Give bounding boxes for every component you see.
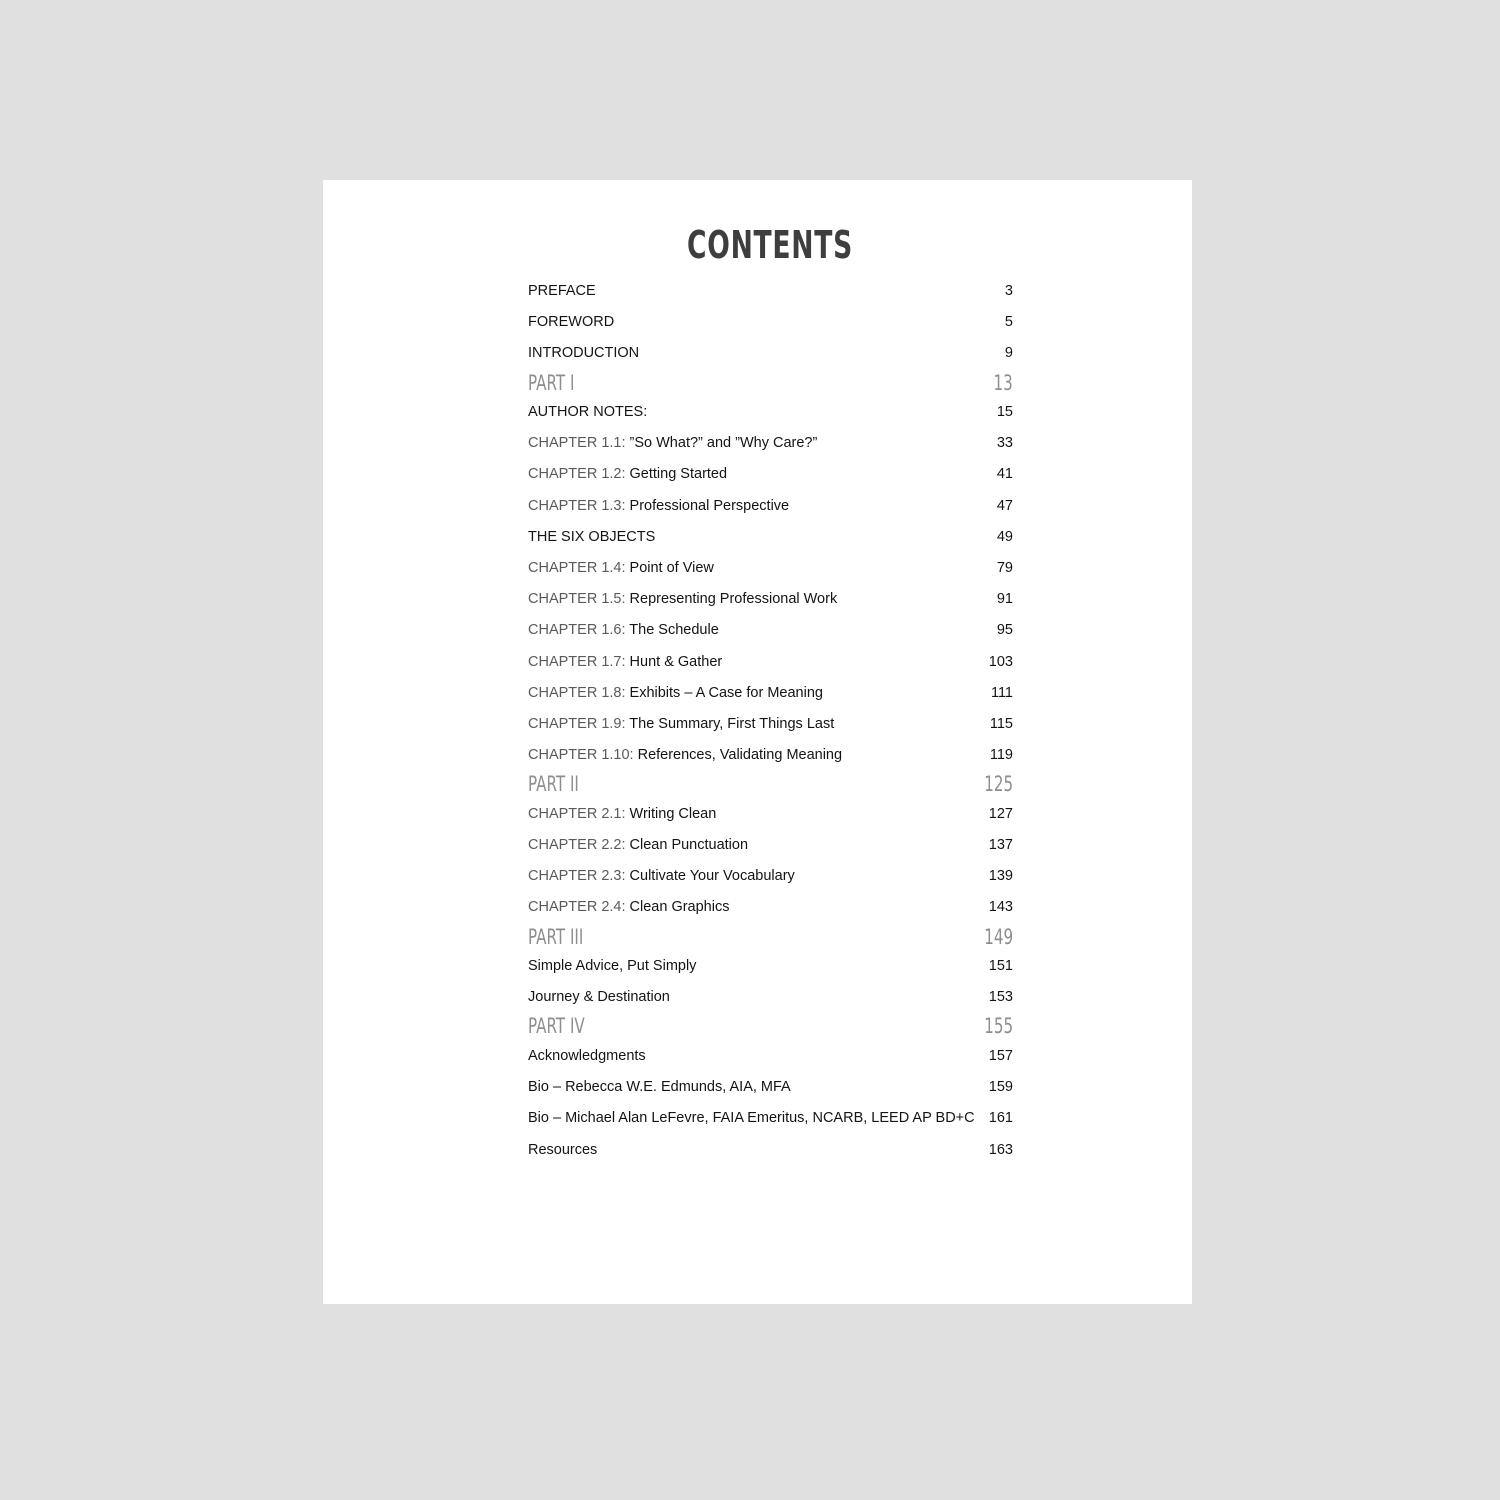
- entry-label: Representing Professional Work: [629, 591, 838, 608]
- entry-title: [528, 1135, 597, 1166]
- page-number: 149: [984, 924, 1013, 949]
- page-number: 111: [990, 684, 1013, 701]
- entry-label: Bio – Rebecca W.E. Edmunds, AIA, MFA: [528, 1079, 791, 1096]
- toc-entry: [528, 799, 1013, 830]
- entry-label: Hunt & Gather: [629, 653, 723, 670]
- chapter-number: CHAPTER 2.3:: [528, 868, 630, 885]
- toc-entry: [528, 338, 1013, 369]
- toc-entry: [528, 276, 1013, 307]
- page-number: 137: [988, 837, 1013, 853]
- toc-entry: [528, 459, 1013, 490]
- entry-label: FOREWORD: [528, 314, 615, 331]
- page-title: CONTENTS: [687, 223, 853, 267]
- chapter-number: CHAPTER 1.1:: [528, 435, 630, 452]
- toc-entry: [528, 740, 1013, 771]
- page-number: 115: [989, 715, 1013, 732]
- page-number: 95: [996, 622, 1013, 639]
- page-number: 151: [988, 958, 1013, 975]
- toc-entry: [528, 892, 1013, 923]
- toc-entry: [528, 1072, 1013, 1103]
- toc-part-heading: [528, 771, 1013, 799]
- chapter-number: CHAPTER 2.2:: [528, 837, 630, 853]
- entry-title: [528, 709, 834, 740]
- page-number: 79: [996, 560, 1013, 576]
- toc-entry: [528, 522, 1013, 553]
- entry-label: INTRODUCTION: [528, 345, 640, 362]
- chapter-number: CHAPTER 1.4:: [528, 560, 630, 576]
- page-number: 5: [1004, 314, 1013, 331]
- page-number: 143: [988, 899, 1013, 916]
- toc-entry: [528, 397, 1013, 428]
- page-number: 125: [984, 772, 1013, 797]
- entry-label: PREFACE: [528, 283, 596, 299]
- entry-title: [528, 615, 719, 646]
- entry-label: Clean Graphics: [629, 899, 730, 916]
- entry-label: Clean Punctuation: [629, 837, 749, 853]
- toc-entry: [528, 647, 1013, 678]
- page-number: 41: [996, 466, 1013, 483]
- page-number: 3: [1004, 283, 1013, 299]
- entry-title: [528, 647, 722, 678]
- toc-entry: [528, 709, 1013, 740]
- entry-label: Point of View: [629, 560, 714, 576]
- toc-entry: [528, 615, 1013, 646]
- toc-entry: [528, 982, 1013, 1013]
- chapter-number: CHAPTER 1.9:: [528, 715, 630, 732]
- toc-part-heading: [528, 924, 1013, 952]
- page-number: 163: [988, 1141, 1013, 1158]
- entry-label: PART II: [528, 772, 579, 797]
- page-number: 139: [988, 868, 1013, 885]
- page-number: 153: [988, 989, 1013, 1006]
- entry-label: AUTHOR NOTES:: [528, 404, 648, 421]
- page-number: 47: [996, 497, 1013, 514]
- entry-label: PART III: [528, 924, 584, 949]
- page-number: 119: [989, 747, 1013, 764]
- toc-entry: [528, 830, 1013, 861]
- page-number: 159: [988, 1079, 1013, 1096]
- part-title: [528, 924, 583, 952]
- entry-title: [528, 892, 729, 923]
- entry-label: Writing Clean: [629, 805, 717, 822]
- chapter-number: CHAPTER 1.6:: [528, 622, 630, 639]
- toc-entry: [528, 1103, 1013, 1134]
- chapter-number: CHAPTER 1.2:: [528, 466, 630, 483]
- entry-title: [528, 678, 823, 709]
- entry-label: The Schedule: [629, 622, 719, 639]
- entry-title: [528, 491, 789, 522]
- page-number: 33: [996, 435, 1013, 452]
- chapter-number: CHAPTER 1.5:: [528, 591, 630, 608]
- chapter-number: CHAPTER 1.3:: [528, 497, 630, 514]
- entry-title: [528, 951, 696, 982]
- toc-entry: [528, 491, 1013, 522]
- part-title: [528, 771, 579, 799]
- entry-title: [528, 276, 596, 307]
- entry-title: [528, 1103, 975, 1134]
- page-number: 157: [988, 1047, 1013, 1064]
- entry-label: Professional Perspective: [629, 497, 790, 514]
- page-number: 13: [993, 370, 1013, 395]
- entry-title: [528, 307, 614, 338]
- toc-entry: [528, 678, 1013, 709]
- page-number: 103: [988, 653, 1013, 670]
- entry-title: [528, 459, 727, 490]
- toc-entry: [528, 584, 1013, 615]
- chapter-number: CHAPTER 2.4:: [528, 899, 630, 916]
- toc-part-heading: [528, 370, 1013, 398]
- entry-title: [528, 830, 748, 861]
- toc-entry: [528, 1041, 1013, 1072]
- entry-label: The Summary, First Things Last: [629, 715, 835, 732]
- chapter-number: CHAPTER 1.10:: [528, 747, 638, 764]
- entry-title: [528, 428, 817, 459]
- entry-label: Bio – Michael Alan LeFevre, FAIA Emeritus, NCARB, LEED AP BD+C: [528, 1110, 975, 1127]
- entry-title: [528, 1041, 646, 1072]
- entry-title: [528, 584, 837, 615]
- chapter-number: CHAPTER 1.8:: [528, 684, 630, 701]
- toc-part-heading: [528, 1013, 1013, 1041]
- toc-entry: [528, 861, 1013, 892]
- page-number: 49: [996, 528, 1013, 545]
- chapter-number: CHAPTER 2.1:: [528, 805, 630, 822]
- entry-title: [528, 338, 639, 369]
- entry-label: Getting Started: [629, 466, 728, 483]
- entry-label: Exhibits – A Case for Meaning: [629, 684, 823, 701]
- entry-title: [528, 522, 655, 553]
- entry-title: [528, 740, 842, 771]
- entry-label: Acknowledgments: [528, 1047, 646, 1064]
- entry-label: Resources: [528, 1141, 598, 1158]
- entry-title: [528, 799, 716, 830]
- entry-title: [528, 861, 795, 892]
- page-number: 91: [996, 591, 1013, 608]
- entry-label: Journey & Destination: [528, 989, 670, 1006]
- entry-label: ”So What?” and ”Why Care?”: [629, 435, 818, 452]
- table-of-contents: [528, 276, 1013, 1166]
- entry-label: PART I: [528, 370, 575, 395]
- page-number: 9: [1004, 345, 1013, 362]
- chapter-number: CHAPTER 1.7:: [528, 653, 630, 670]
- part-title: [528, 1013, 585, 1041]
- page-number: 15: [996, 404, 1013, 421]
- entry-label: Cultivate Your Vocabulary: [629, 868, 795, 885]
- entry-title: [528, 553, 714, 584]
- toc-entry: [528, 428, 1013, 459]
- toc-entry: [528, 553, 1013, 584]
- entry-title: [528, 397, 647, 428]
- entry-label: References, Validating Meaning: [637, 747, 843, 764]
- part-title: [528, 370, 574, 398]
- page-number: 161: [988, 1110, 1013, 1127]
- entry-label: PART IV: [528, 1014, 585, 1039]
- page-number: 155: [984, 1014, 1013, 1039]
- toc-entry: [528, 1135, 1013, 1166]
- entry-title: [528, 1072, 791, 1103]
- toc-entry: [528, 307, 1013, 338]
- entry-label: Simple Advice, Put Simply: [528, 958, 697, 975]
- page-number: 127: [988, 805, 1013, 822]
- entry-label: THE SIX OBJECTS: [528, 528, 656, 545]
- entry-title: [528, 982, 670, 1013]
- toc-entry: [528, 951, 1013, 982]
